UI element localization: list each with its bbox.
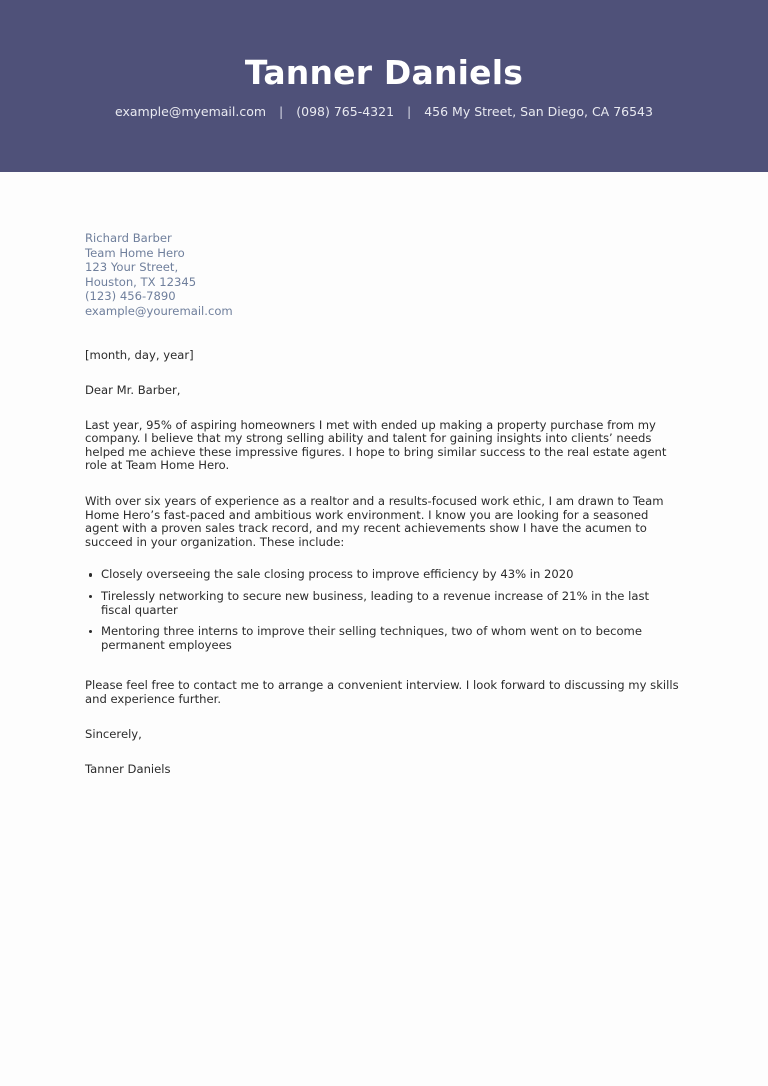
- header-contact-line: [0, 103, 768, 120]
- letter-paragraph-2: With over six years of experience as a realtor and a results-focused work ethic, I am drawn to Team Home Hero’s fast-paced and ambitious work environment. I know you are looking for a seasoned agent with a proven sales track record, and my recent achievements show I have the acumen to succeed in your organization. These include:: [85, 493, 664, 549]
- recipient-company: Team Home Hero: [85, 245, 185, 260]
- letter-paragraph-1: Last year, 95% of aspiring homeowners I met with ended up making a property purchase from my company. I believe that my strong selling ability and talent for gaining insights into clients’ needs helped me achieve these impressive figures. I hope to bring similar success to the real estate agent role at Team Home Hero.: [85, 417, 667, 473]
- letter-date: [month, day, year]: [85, 347, 194, 362]
- list-item: [85, 590, 680, 617]
- contact-email: example@myemail.com: [115, 104, 267, 119]
- bullet-dot-icon: [89, 595, 92, 598]
- letter-body: [85, 231, 680, 776]
- recipient-email: example@youremail.com: [85, 303, 233, 318]
- bullet-dot-icon: [89, 630, 92, 633]
- recipient-street: 123 Your Street,: [85, 260, 179, 275]
- letter-signoff: Sincerely,: [85, 727, 142, 742]
- contact-separator-1: |: [279, 104, 284, 119]
- candidate-name: Tanner Daniels: [244, 53, 524, 92]
- achievements-list: [85, 568, 680, 652]
- list-item: [85, 625, 680, 652]
- letter-closing-paragraph: Please feel free to contact me to arrange a convenient interview. I look forward to discussing my skills and experience further.: [85, 678, 679, 706]
- contact-separator-2: |: [407, 104, 412, 119]
- letter-header-band: [0, 0, 768, 172]
- list-item-label: Closely overseeing the sale closing process to improve efficiency by 43% in 2020: [101, 567, 574, 582]
- letter-signature-name: Tanner Daniels: [85, 762, 171, 777]
- recipient-phone: (123) 456-7890: [85, 289, 176, 304]
- list-item: [85, 568, 680, 582]
- contact-phone: (098) 765-4321: [296, 104, 395, 119]
- recipient-name: Richard Barber: [85, 231, 172, 245]
- recipient-address-block: [85, 231, 680, 319]
- bullet-dot-icon: [89, 573, 92, 576]
- recipient-city-state-zip: Houston, TX 12345: [85, 274, 197, 289]
- letter-salutation: Dear Mr. Barber,: [85, 382, 181, 397]
- list-item-label: Tirelessly networking to secure new business, leading to a revenue increase of 21% in the last fiscal quarter: [101, 588, 650, 617]
- contact-address: 456 My Street, San Diego, CA 76543: [424, 104, 653, 119]
- list-item-label: Mentoring three interns to improve their selling techniques, two of whom went on to become permanent employees: [101, 624, 642, 652]
